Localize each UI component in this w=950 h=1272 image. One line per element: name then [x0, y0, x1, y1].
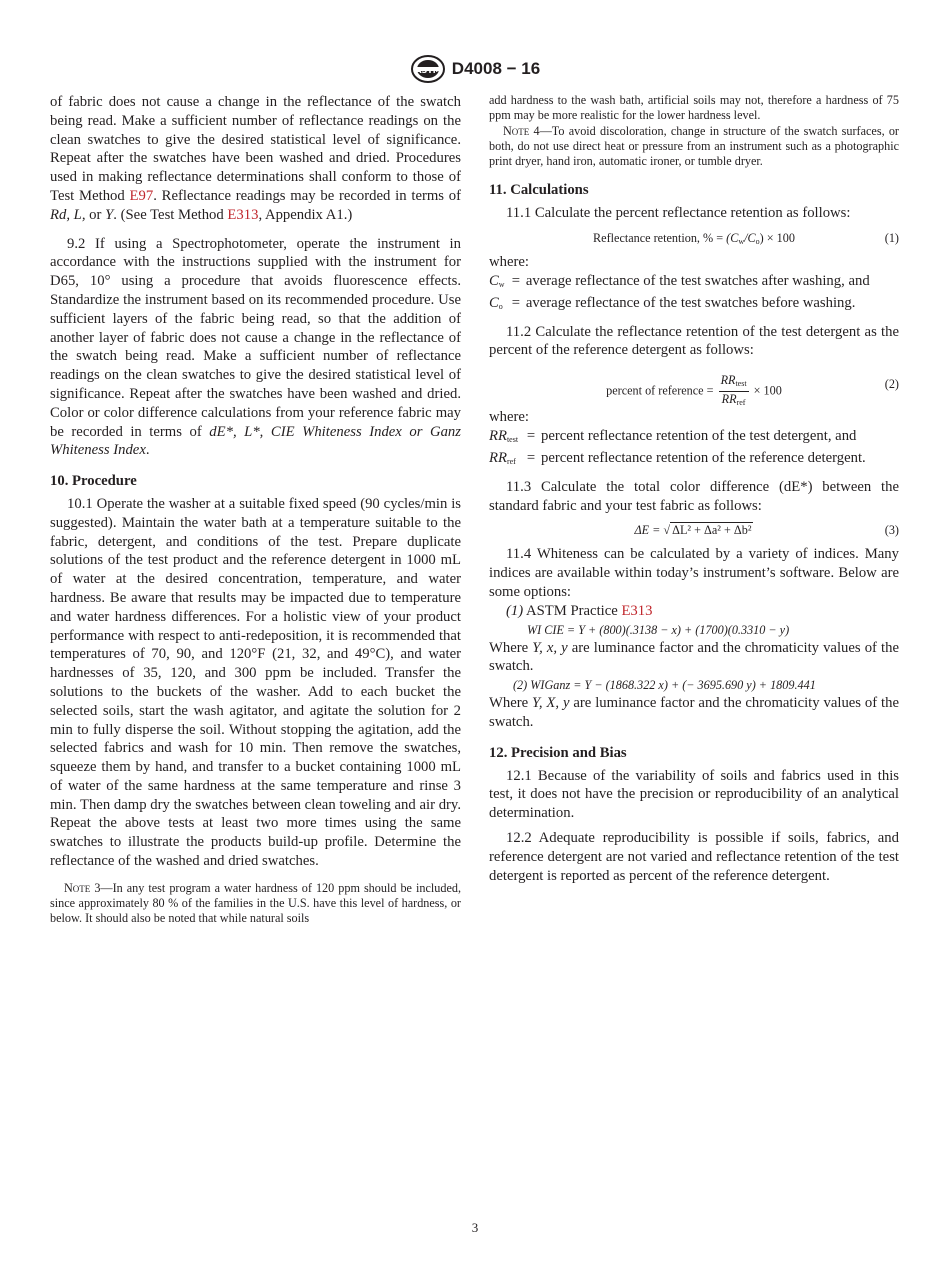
paragraph-11-4: 11.4 Whiteness can be calculated by a variety of indices. Many indices are available within today’s instrument’s software. Below are some options:: [489, 546, 899, 601]
equation-3: ΔE = √ ΔL² + Δa² + Δb² (3): [489, 519, 899, 541]
section-heading-12: 12. Precision and Bias: [489, 744, 627, 761]
option-1: (1) ASTM Practice E313: [506, 602, 653, 619]
page-number: 3: [471, 1220, 479, 1235]
definition-list-2: [489, 427, 899, 472]
page-header: [0, 54, 950, 89]
definition-list-1: [489, 272, 899, 317]
definition-row: $C_o$ = average reflectance of the test swatches before washing.: [489, 295, 856, 312]
where-label: where:: [489, 254, 529, 271]
formula-wi-ganz: (2) WIGanz = Y − (1868.322 x) + (− 3695.690 y) + 1809.441: [513, 678, 816, 693]
equation-number: (3): [884, 523, 899, 538]
formula-wi-cie: WI CIE = Y + (800)(.3138 − x) + (1700)(0.3310 − y): [527, 622, 790, 637]
section-heading-10: 10. Procedure: [50, 473, 137, 490]
paragraph-12-1: 12.1 Because of the variability of soils and fabrics used in this test, it does not have the precision or reproducibility of an analytical determination.: [489, 767, 899, 822]
definition-row: $RR_{test}$ = percent reflectance retention of the test detergent, and: [489, 428, 857, 445]
right-column: [489, 93, 899, 885]
note-3-cont: add hardness to the wash bath, artificial soils may not, therefore a hardness of 75 ppm may be more realistic for the lower hardness level.: [489, 93, 899, 123]
formula-1-explanation: Where Y, x, y are luminance factor and the chromaticity values of the swatch.: [489, 639, 899, 675]
note-3: Note 3—In any test program a water hardness of 120 ppm should be included, since approximately 80 % of the families in the U.S. have this level of hardness, or below. It should also be noted that while natural soils: [50, 880, 461, 926]
definition-row: $C_w$ = average reflectance of the test swatches after washing, and: [489, 272, 870, 289]
paragraph-9-2: 9.2 If using a Spectrophotometer, operate the instrument in accordance with the instructions supplied with the instrument for D65, 10° using a procedure that avoids fluorescence effects. Standardize the instrument based on its recommended procedure. Use sufficient layers of the fabric being read, so that the addition of another layer of fabric does not cause a change in the reflectance of the swatch being read. Make a sufficient number of reflectance readings on the clean swatches to give the desired statistical level of significance. Repeat after the swatches have been washed and dried. Color or color difference calculations from your reference fabric may be recorded in terms of dE*, L*, CIE Whiteness Index or Ganz Whiteness Index.: [50, 235, 461, 459]
link-e313[interactable]: E313: [227, 206, 259, 223]
paragraph-11-1: 11.1 Calculate the percent reflectance retention as follows:: [506, 205, 851, 222]
link-e97[interactable]: E97: [129, 187, 154, 204]
paragraph-12-2: 12.2 Adequate reproducibility is possible if soils, fabrics, and reference detergent are not varied and reflectance retention of the test detergent is reported as percent of the reference detergent.: [489, 830, 899, 884]
paragraph-11-2: 11.2 Calculate the reflectance retention of the test detergent as the percent of the reference detergent as follows:: [489, 323, 899, 359]
left-column: [50, 93, 461, 927]
document-designation: D4008 − 16: [451, 59, 541, 78]
equation-1: Reflectance retention, % = $(C_w/C_o) \times 100$ (1): [489, 227, 899, 249]
svg-text:ASTM: ASTM: [415, 66, 441, 75]
astm-logo-icon: [410, 54, 446, 84]
link-e313-practice[interactable]: E313: [621, 602, 653, 619]
formula-2-explanation: Where Y, X, y are luminance factor and the chromaticity values of the swatch.: [489, 695, 899, 731]
note-4: Note 4—To avoid discoloration, change in structure of the swatch surfaces, or both, do not use direct heat or pressure from an instrument such as a photographic print dryer, hand iron, automatic ironer, or tumble dryer.: [489, 123, 899, 169]
section-heading-11: 11. Calculations: [489, 182, 589, 199]
paragraph-9-1-cont: of fabric does not cause a change in the reflectance of the swatch being read. Make a sufficient number of reflectance readings on the clean swatches to give the desired statistical level of significance. Repeat after the swatches have been washed and dried. Procedures used in making reflectance determinations shall conform to those of Test Method E97. Reflectance readings may be recorded in terms of Rd, L, or Y. (See Test Method E313, Appendix A1.): [50, 94, 462, 223]
definition-row: $RR_{ref}$ = percent reflectance retention of the reference detergent.: [489, 450, 866, 467]
equation-number: (2): [884, 377, 899, 392]
equation-number: (1): [884, 231, 899, 246]
paragraph-10-1: 10.1 Operate the washer at a suitable fixed speed (90 cycles/min is suggested). Maintain the water bath at a temperature suitable to the fabric, detergent, and conditions of the test. Prepare duplicate solutions of the test product and the reference detergent in 1000 mL of water at the desired concentration, temperature, and water hardness. Be aware that results may be impacted due to temperature and water hardness differences. For a holistic view of your product performance with respect to anti-redeposition, it is recommended that temperatures of 70, 90, and 120°F (21, 32, and 49°C), and water hardnesses of 35, 120, and 300 ppm be included. Transfer the solutions to the buckets of the washer. Add to each bucket the selected soils, start the wash agitator, and agitate the solution for 2 min to fully disperse the soil. Without stopping the agitation, add the selected fabrics and wash for 10 min. Then remove the swatches, squeeze them by hand, and transfer to a bucket containing 1000 mL of water of the same hardness at the same temperature and rinse 3 min. Then damp dry the swatches between clean toweling and air dry. Repeat the above tests at least two more times using the same swatches to illustrate the products build-up profile. Determine the reflectance of the washed and dried swatches.: [50, 495, 461, 870]
paragraph-11-3: 11.3 Calculate the total color difference (dE*) between the standard fabric and your test fabric as follows:: [489, 478, 899, 514]
where-label: where:: [489, 409, 529, 426]
equation-2: percent of reference = $\frac{RR_{test}}{RR_{ref}}$ × 100 (2): [606, 373, 899, 408]
